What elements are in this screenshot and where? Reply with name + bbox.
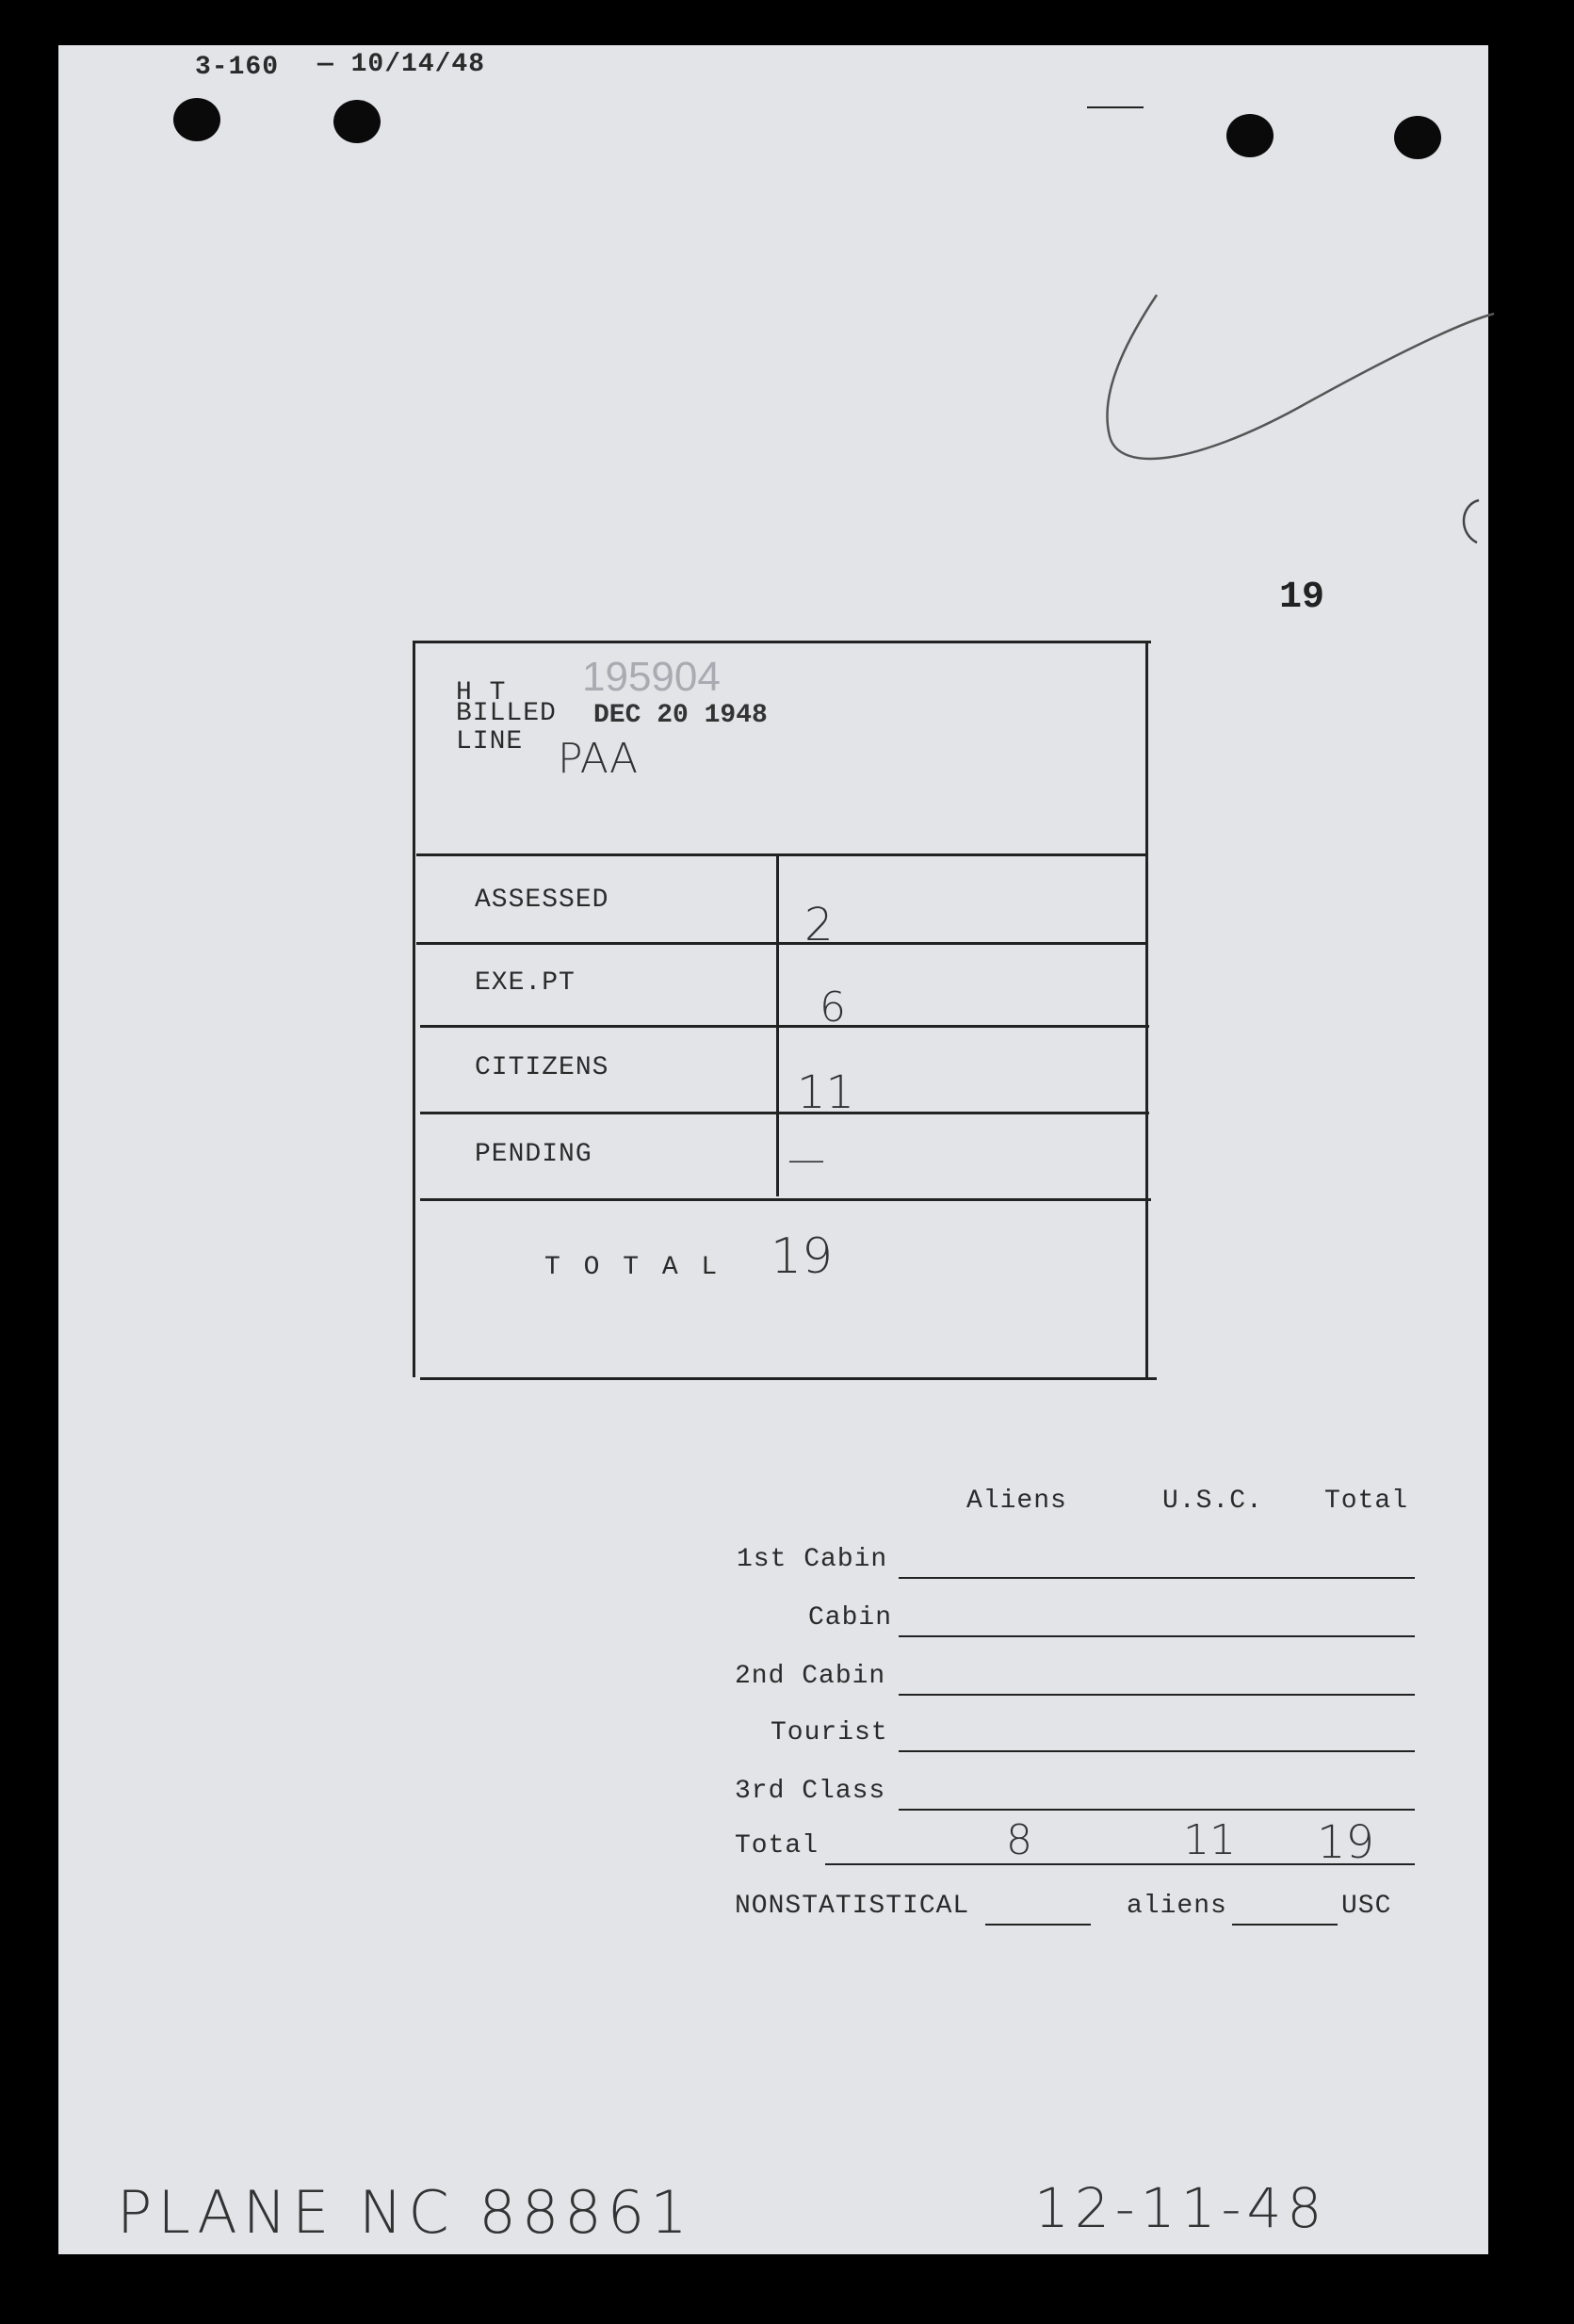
exempt-label: EXE.PT — [475, 968, 576, 998]
line-value: PAA — [558, 735, 639, 783]
plane-id: PLANE NC 88861 — [117, 2178, 693, 2247]
check-mark-icon — [1081, 248, 1496, 483]
handwritten-date: 12-11-48 — [1034, 2176, 1328, 2240]
page-number: 19 — [1279, 577, 1325, 619]
row-tourist: Tourist — [771, 1718, 888, 1747]
citizens-value: 11 — [797, 1066, 855, 1119]
nonstat-aliens: aliens — [1127, 1892, 1227, 1921]
billed-label: BILLED — [456, 699, 557, 728]
total-usc-value: 11 — [1183, 1816, 1236, 1864]
row-total: Total — [735, 1831, 819, 1861]
pending-value: — — [787, 1138, 825, 1181]
ht-stamp: 195904 — [582, 654, 721, 700]
form-number: 3-160 — [195, 53, 280, 82]
citizens-label: CITIZENS — [475, 1053, 609, 1082]
punch-hole — [333, 100, 381, 143]
row-1st-cabin: 1st Cabin — [737, 1545, 888, 1574]
pending-label: PENDING — [475, 1140, 592, 1169]
assessed-value: 2 — [804, 899, 834, 951]
assessed-label: ASSESSED — [475, 886, 609, 915]
punch-hole — [1394, 116, 1441, 159]
exempt-value: 6 — [819, 983, 846, 1032]
punch-hole — [1226, 114, 1274, 157]
ht-label: H T — [456, 678, 507, 707]
header-dash — [1087, 106, 1144, 108]
edge-mark-icon — [1451, 496, 1488, 552]
line-label: LINE — [456, 727, 524, 756]
total-value: 19 — [771, 1228, 834, 1285]
document-page — [58, 45, 1488, 2254]
punch-hole — [173, 98, 220, 141]
billed-stamp: DEC 20 1948 — [593, 701, 768, 730]
col-total: Total — [1324, 1487, 1409, 1516]
row-2nd-cabin: 2nd Cabin — [735, 1662, 886, 1691]
row-3rd-class: 3rd Class — [735, 1777, 886, 1806]
nonstat-label: NONSTATISTICAL — [735, 1892, 970, 1921]
row-cabin: Cabin — [808, 1603, 893, 1633]
col-aliens: Aliens — [966, 1487, 1067, 1516]
nonstat-usc: USC — [1341, 1892, 1392, 1921]
total-total-value: 19 — [1317, 1816, 1375, 1869]
total-aliens-value: 8 — [1006, 1816, 1032, 1864]
total-label: T O T A L — [544, 1253, 722, 1282]
form-date: — 10/14/48 — [317, 50, 486, 79]
col-usc: U.S.C. — [1162, 1487, 1263, 1516]
